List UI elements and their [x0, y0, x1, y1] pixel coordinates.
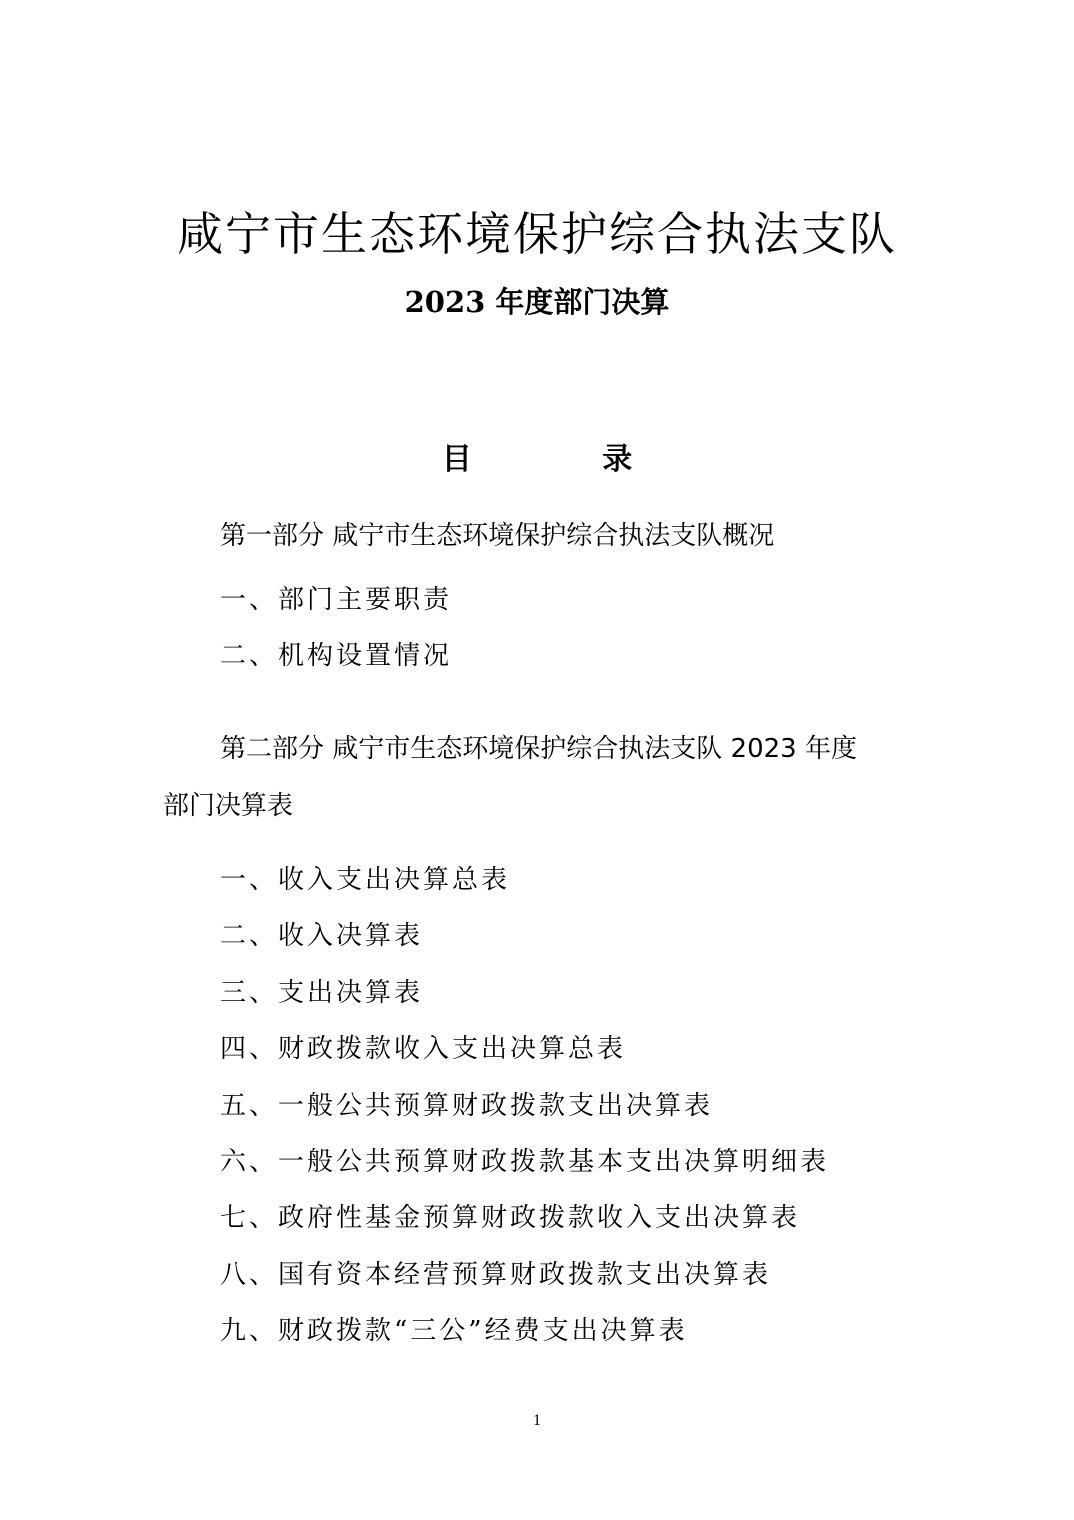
toc-item: 一、部门主要职责 [220, 585, 453, 615]
document-title: 咸宁市生态环境保护综合执法支队 [177, 207, 897, 261]
page-number: 1 [533, 1412, 541, 1429]
toc-item: 一、收入支出决算总表 [220, 865, 511, 895]
toc-item: 四、财政拨款收入支出决算总表 [220, 1034, 627, 1065]
toc-item: 五、一般公共预算财政拨款支出决算表 [220, 1090, 714, 1121]
document-subtitle: 2023 年度部门决算 [404, 285, 670, 319]
toc-item: 三、支出决算表 [220, 977, 424, 1008]
toc-item: 七、政府性基金预算财政拨款收入支出决算表 [220, 1203, 801, 1234]
toc-item: 二、机构设置情况 [220, 641, 453, 672]
toc-item: 六、一般公共预算财政拨款基本支出决算明细表 [220, 1146, 830, 1177]
part1-heading: 第一部分 咸宁市生态环境保护综合执法支队概况 [220, 521, 775, 551]
toc-item: 二、收入决算表 [220, 921, 424, 952]
part2-heading-continued: 部门决算表 [163, 791, 294, 821]
toc-item: 八、国有资本经营预算财政拨款支出决算表 [220, 1259, 772, 1290]
toc-item: 九、财政拨款“三公”经费支出决算表 [220, 1316, 688, 1347]
part2-list [220, 864, 829, 1372]
toc-heading: 目 录 [441, 442, 693, 477]
part2-heading: 第二部分 咸宁市生态环境保护综合执法支队 2023 年度 [220, 734, 857, 764]
part1-list [220, 584, 452, 697]
